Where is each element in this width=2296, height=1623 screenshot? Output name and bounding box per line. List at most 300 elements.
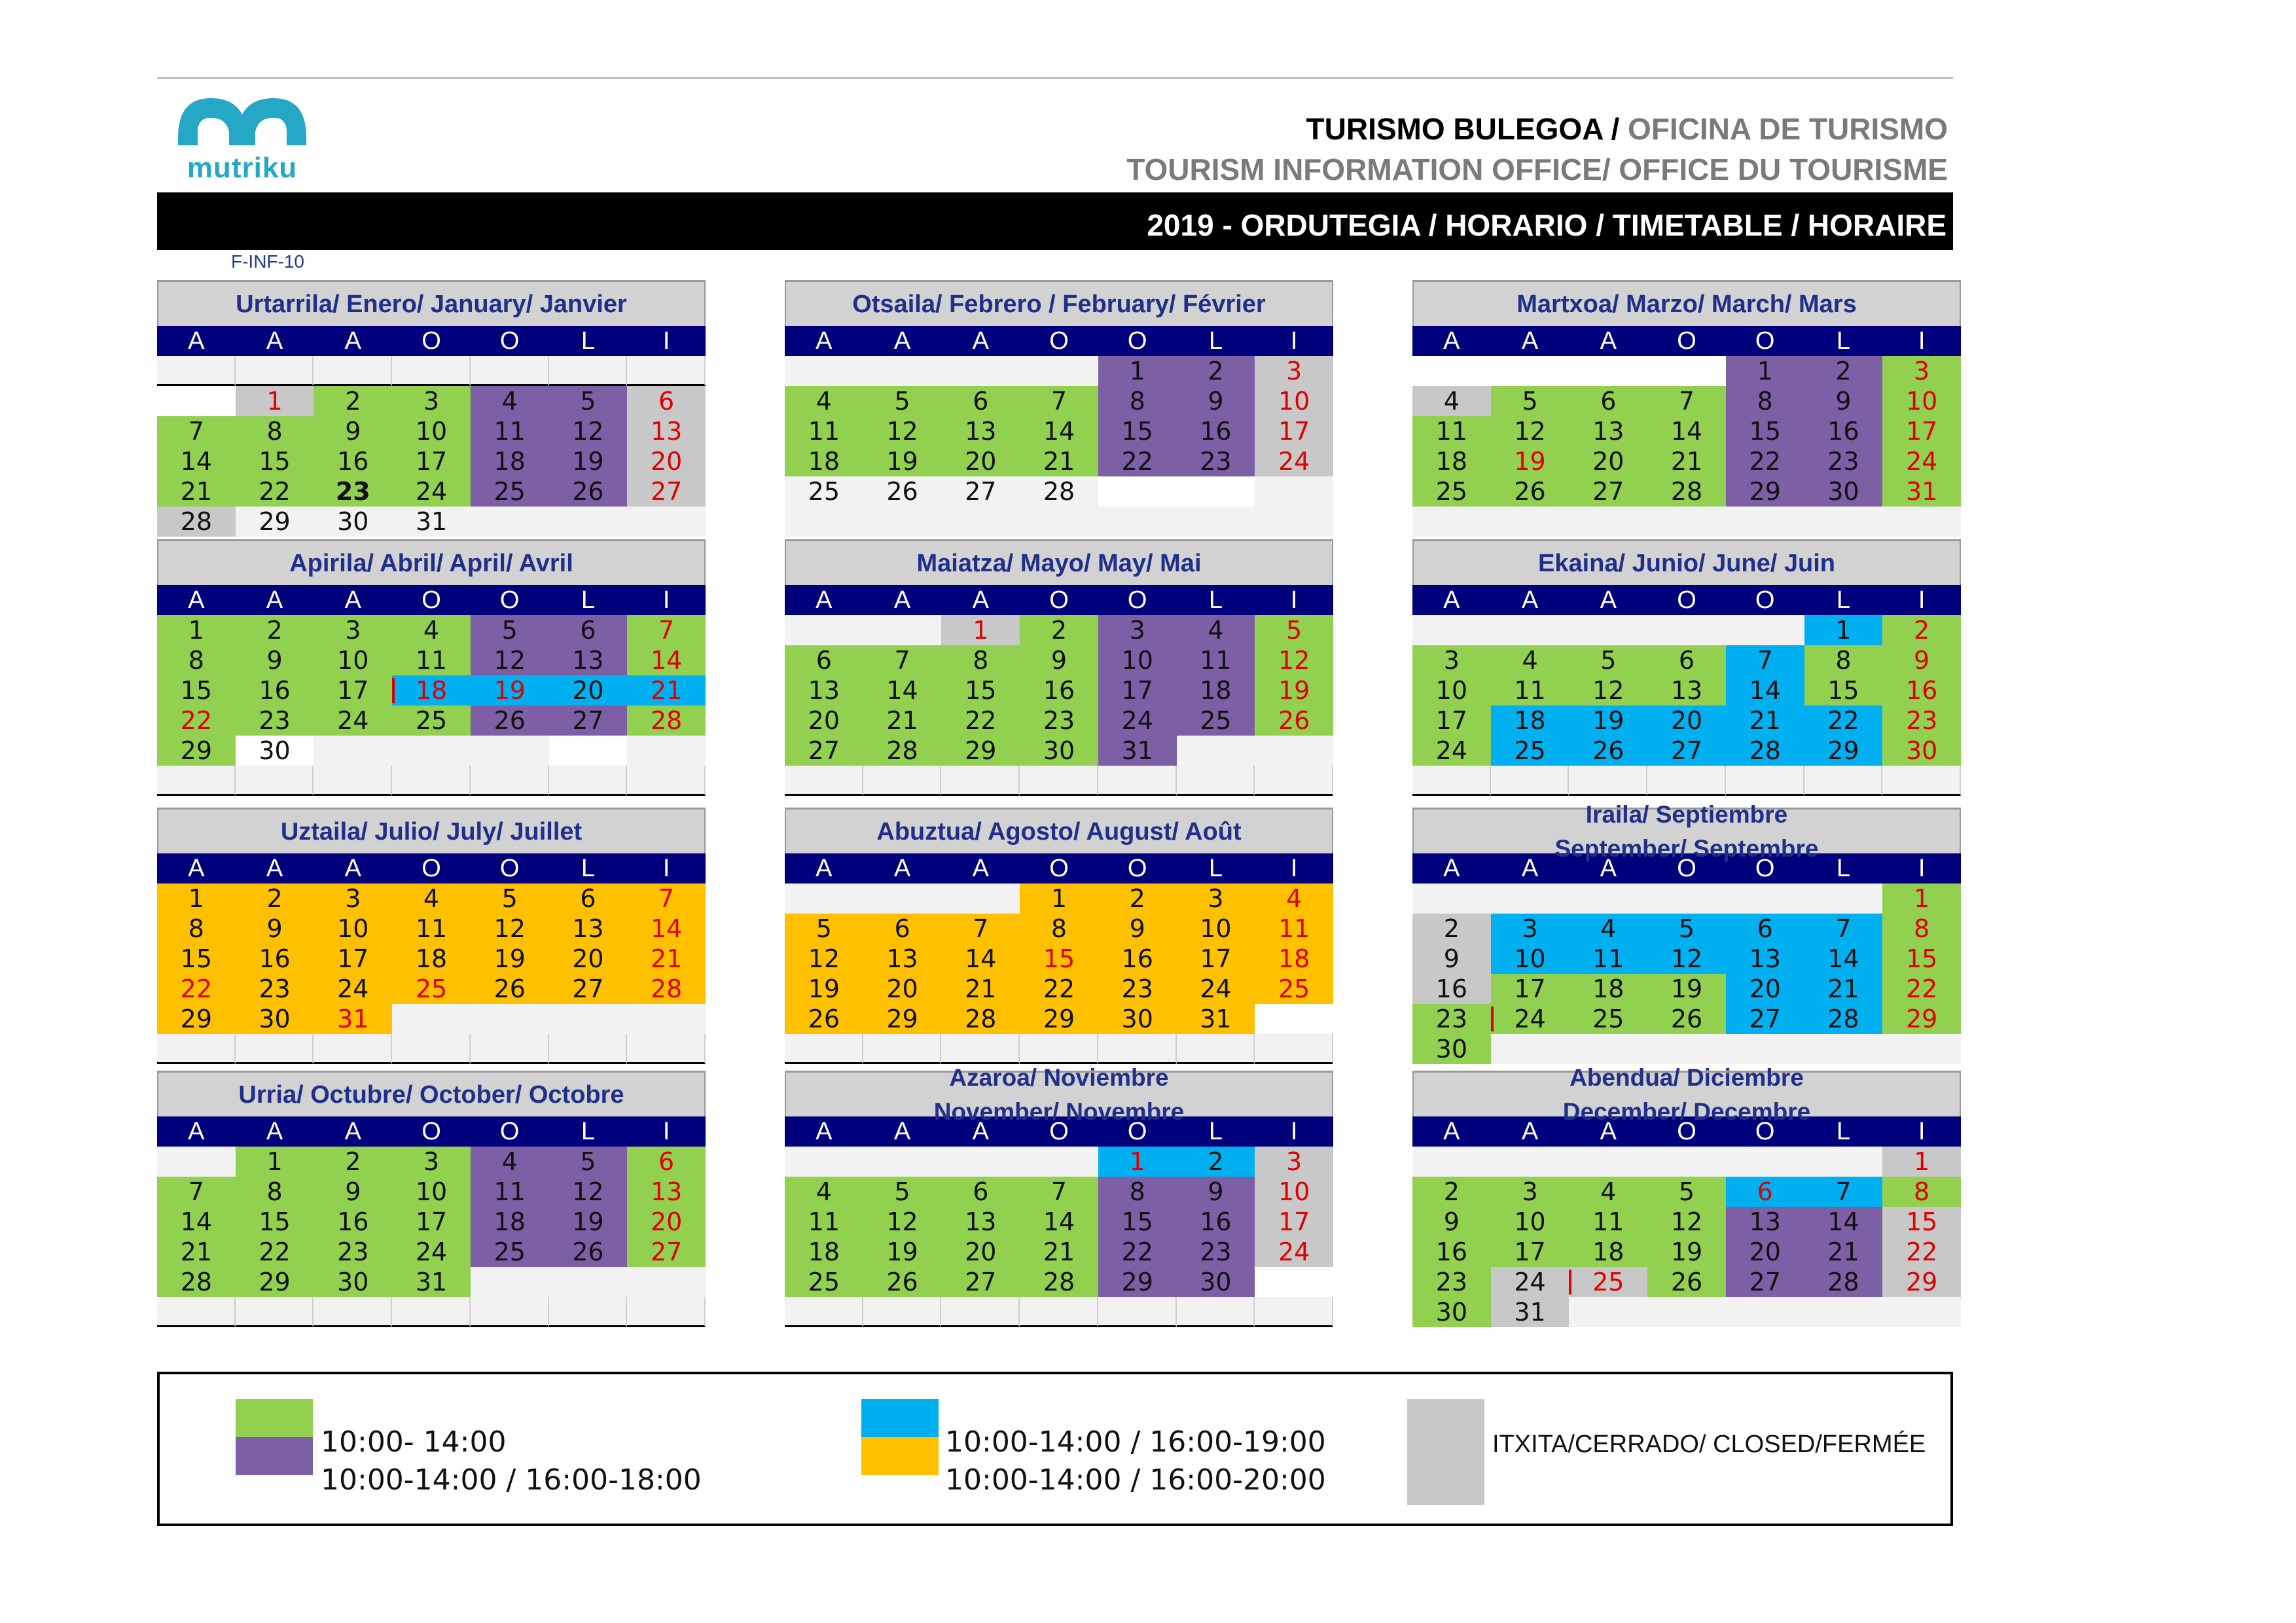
empty-cell: [1726, 1297, 1804, 1327]
day-cell: 29: [1726, 476, 1804, 507]
day-cell: 7: [1647, 386, 1726, 416]
day-grid: [785, 615, 1333, 796]
day-cell: 27: [627, 1237, 706, 1267]
day-cell: 15: [1882, 1207, 1961, 1237]
empty-cell: [627, 1297, 706, 1327]
empty-cell: [627, 1034, 706, 1064]
empty-cell: [314, 736, 392, 766]
day-cell: 20: [941, 1237, 1020, 1267]
day-cell: 17: [392, 446, 471, 476]
day-cell: 24: [1255, 1237, 1333, 1267]
day-cell: 10: [1255, 386, 1333, 416]
day-cell: 24: [1255, 446, 1333, 476]
day-cell: 18: [1569, 974, 1647, 1004]
empty-cell: [1491, 1147, 1570, 1177]
day-cell: 3: [314, 615, 392, 645]
day-cell: 15: [941, 675, 1020, 705]
day-cell: 4: [1255, 883, 1333, 914]
day-cell: 22: [941, 705, 1020, 736]
day-cell: 25: [471, 1237, 549, 1267]
day-cell: 17: [1177, 944, 1255, 974]
day-cell: 29: [1882, 1004, 1961, 1034]
day-cell: 21: [1804, 1237, 1883, 1267]
day-cell: 28: [1804, 1004, 1883, 1034]
day-cell: 17: [314, 944, 392, 974]
day-cell: 5: [1647, 1177, 1726, 1207]
empty-cell: [1491, 356, 1570, 386]
empty-cell: [1726, 615, 1804, 645]
day-cell: 21: [941, 974, 1020, 1004]
empty-cell: [941, 883, 1020, 914]
day-cell: 16: [1177, 1207, 1255, 1237]
month-title: [785, 539, 1333, 585]
month-title: [785, 808, 1333, 853]
day-cell: 12: [549, 1177, 628, 1207]
empty-cell: [1412, 1147, 1491, 1177]
day-cell: 19: [863, 1237, 942, 1267]
day-cell: 29: [157, 1004, 236, 1034]
weekday-label: L: [1836, 855, 1850, 882]
day-cell: 27: [1569, 476, 1647, 507]
day-cell: 20: [785, 705, 863, 736]
day-cell: 15: [1020, 944, 1098, 974]
day-cell: 21: [1647, 446, 1726, 476]
day-cell: 13: [785, 675, 863, 705]
day-cell: 4: [392, 615, 471, 645]
empty-cell: [627, 507, 706, 537]
day-cell: 4: [392, 883, 471, 914]
day-cell: 4: [471, 386, 549, 416]
day-cell: 3: [392, 1147, 471, 1177]
day-cell: 6: [863, 914, 942, 944]
weekday-label: A: [893, 1118, 911, 1145]
day-cell: 2: [236, 883, 314, 914]
day-cell: 16: [1412, 974, 1491, 1004]
empty-cell: [157, 386, 236, 416]
day-cell: 20: [1726, 974, 1804, 1004]
weekday-label: A: [188, 855, 205, 882]
day-cell: 21: [1020, 1237, 1098, 1267]
day-cell: 24: [1882, 446, 1961, 476]
day-cell: 8: [1882, 914, 1961, 944]
empty-cell: [863, 766, 942, 796]
day-cell: 23: [1020, 705, 1098, 736]
day-cell: 27: [1726, 1004, 1804, 1034]
day-cell: 9: [1098, 914, 1177, 944]
day-cell: 12: [785, 944, 863, 974]
day-cell: 1: [941, 615, 1020, 645]
day-cell: 2: [1882, 615, 1961, 645]
day-cell: 3: [392, 386, 471, 416]
day-cell: 4: [1569, 914, 1647, 944]
day-cell: 7: [627, 615, 706, 645]
day-cell: 1: [1020, 883, 1098, 914]
weekday-label: A: [344, 1118, 361, 1145]
day-cell: 22: [1882, 974, 1961, 1004]
month-title: [157, 1071, 706, 1116]
day-cell: 17: [1255, 416, 1333, 446]
day-cell: 11: [785, 1207, 863, 1237]
day-cell: 9: [1882, 645, 1961, 675]
weekday-label: I: [1290, 327, 1298, 355]
weekday-label: L: [581, 855, 595, 882]
day-cell: 8: [157, 914, 236, 944]
empty-cell: [1647, 1147, 1726, 1177]
day-cell: 30: [1177, 1267, 1255, 1297]
day-cell: 3: [314, 883, 392, 914]
empty-cell: [1491, 883, 1570, 914]
day-cell: 16: [1804, 416, 1883, 446]
day-cell: 14: [627, 914, 706, 944]
day-grid: [157, 883, 706, 1064]
month-title-line: Ekaina/ Junio/ June/ Juin: [1538, 549, 1835, 577]
weekday-header: [157, 585, 706, 615]
day-cell: 20: [627, 446, 706, 476]
empty-cell: [471, 356, 549, 386]
empty-cell: [1098, 1297, 1177, 1327]
day-cell: 27: [549, 974, 628, 1004]
month-title-line: Otsaila/ Febrero / February/ Février: [852, 290, 1266, 318]
day-cell: 1: [1098, 1147, 1177, 1177]
empty-cell: [941, 1297, 1020, 1327]
weekday-label: O: [1049, 1118, 1069, 1145]
day-cell: 22: [1098, 446, 1177, 476]
empty-cell: [549, 766, 628, 796]
day-cell: 24: [1098, 705, 1177, 736]
day-cell: 6: [941, 386, 1020, 416]
day-cell: 26: [863, 476, 942, 507]
weekday-label: O: [499, 855, 520, 882]
day-cell: 28: [1647, 476, 1726, 507]
empty-cell: [1491, 766, 1570, 796]
day-cell: 21: [863, 705, 942, 736]
empty-cell: [549, 507, 628, 537]
day-cell: 10: [314, 645, 392, 675]
month-10: [157, 1071, 706, 1327]
day-cell: 20: [549, 944, 628, 974]
day-cell: 6: [785, 645, 863, 675]
day-cell: 25: [471, 476, 549, 507]
day-cell: 4: [1412, 386, 1491, 416]
day-cell: 14: [1647, 416, 1726, 446]
weekday-label: A: [266, 586, 283, 614]
day-cell: 14: [627, 645, 706, 675]
day-cell: 26: [549, 476, 628, 507]
month-title: [785, 280, 1333, 326]
empty-cell: [863, 1147, 942, 1177]
weekday-label: A: [972, 855, 989, 882]
weekday-label: A: [188, 586, 205, 614]
empty-cell: [1255, 1034, 1333, 1064]
empty-cell: [471, 1034, 549, 1064]
empty-cell: [314, 1297, 392, 1327]
day-cell: 30: [236, 1004, 314, 1034]
weekday-label: A: [816, 327, 833, 355]
day-cell: 10: [392, 416, 471, 446]
empty-cell: [1020, 766, 1098, 796]
day-cell: 31: [392, 1267, 471, 1297]
empty-cell: [1255, 476, 1333, 507]
month-title-line: December/ Decembre: [1562, 1097, 1811, 1125]
day-cell: 23: [1098, 974, 1177, 1004]
day-cell: 16: [1098, 944, 1177, 974]
day-cell: 1: [236, 386, 314, 416]
day-cell: 14: [1804, 944, 1883, 974]
weekday-label: A: [972, 586, 989, 614]
day-cell: 7: [1020, 386, 1098, 416]
day-cell: 23: [236, 705, 314, 736]
day-cell: 29: [1882, 1267, 1961, 1297]
weekday-header: [785, 1116, 1333, 1147]
weekday-label: A: [1443, 586, 1460, 614]
day-cell: 15: [1804, 675, 1883, 705]
day-cell: 20: [627, 1207, 706, 1237]
weekday-header: [1412, 326, 1961, 356]
day-cell: 16: [236, 675, 314, 705]
empty-cell: [1491, 507, 1570, 537]
day-cell: 9: [236, 914, 314, 944]
empty-cell: [1647, 1034, 1726, 1064]
document-code: F-INF-10: [231, 251, 304, 272]
day-cell: 28: [1726, 736, 1804, 766]
weekday-header: [1412, 585, 1961, 615]
day-cell: 17: [1491, 974, 1570, 1004]
day-cell: 23: [1412, 1267, 1491, 1297]
day-cell: 9: [314, 416, 392, 446]
day-cell: 18: [1491, 705, 1570, 736]
day-cell: 8: [941, 645, 1020, 675]
day-cell: 11: [1412, 416, 1491, 446]
month-8: [785, 808, 1333, 1064]
empty-cell: [1255, 766, 1333, 796]
empty-cell: [1098, 1034, 1177, 1064]
day-cell: 14: [157, 1207, 236, 1237]
weekday-header: [785, 326, 1333, 356]
empty-cell: [1882, 507, 1961, 537]
logo-wordmark: mutriku: [187, 152, 298, 184]
day-cell: 22: [1804, 705, 1883, 736]
weekday-label: O: [1127, 855, 1147, 882]
day-cell: 4: [785, 386, 863, 416]
empty-cell: [236, 766, 314, 796]
day-cell: 6: [1726, 914, 1804, 944]
day-cell: 8: [1020, 914, 1098, 944]
month-title: [1412, 1063, 1961, 1125]
day-cell: 5: [471, 615, 549, 645]
day-cell: 14: [157, 446, 236, 476]
empty-cell: [236, 356, 314, 386]
empty-cell: [1882, 1034, 1961, 1064]
empty-cell: [785, 507, 863, 537]
empty-cell: [1098, 507, 1177, 537]
day-cell: 15: [1726, 416, 1804, 446]
month-title-line: Azaroa/ Noviembre: [949, 1063, 1169, 1091]
empty-cell: [1804, 507, 1883, 537]
day-cell: 4: [471, 1147, 549, 1177]
weekday-label: L: [581, 1118, 595, 1145]
day-cell: 3: [1412, 645, 1491, 675]
day-cell: 30: [1804, 476, 1883, 507]
day-cell: 17: [314, 675, 392, 705]
day-cell: 21: [627, 944, 706, 974]
day-cell: 20: [1726, 1237, 1804, 1267]
day-cell: 30: [1098, 1004, 1177, 1034]
day-cell: 30: [314, 507, 392, 537]
day-cell: 3: [1491, 1177, 1570, 1207]
day-cell: 28: [863, 736, 942, 766]
day-cell: 28: [1020, 1267, 1098, 1297]
weekday-label: A: [1600, 855, 1617, 882]
day-cell: 2: [1804, 356, 1883, 386]
day-cell: 5: [549, 1147, 628, 1177]
day-cell: 6: [1647, 645, 1726, 675]
weekday-label: I: [1918, 586, 1926, 614]
empty-cell: [1569, 1147, 1647, 1177]
day-cell: 10: [1491, 1207, 1570, 1237]
weekday-label: A: [266, 855, 283, 882]
day-cell: 5: [863, 386, 942, 416]
month-9: [1412, 800, 1961, 1064]
empty-cell: [785, 1147, 863, 1177]
day-cell: 3: [1882, 356, 1961, 386]
day-cell: 16: [1882, 675, 1961, 705]
empty-cell: [1647, 883, 1726, 914]
empty-cell: [314, 766, 392, 796]
day-cell: 14: [1804, 1207, 1883, 1237]
empty-cell: [1412, 883, 1491, 914]
empty-cell: [1647, 507, 1726, 537]
month-title-line: Iraila/ Septiembre: [1585, 800, 1788, 828]
day-cell: 12: [863, 1207, 942, 1237]
legend-swatch-green: [236, 1399, 313, 1437]
day-cell: 9: [1020, 645, 1098, 675]
empty-cell: [627, 1267, 706, 1297]
day-cell: 19: [471, 675, 549, 705]
day-cell: 10: [1412, 675, 1491, 705]
day-cell: 11: [392, 914, 471, 944]
day-cell: 13: [941, 1207, 1020, 1237]
day-cell: 15: [236, 446, 314, 476]
day-cell: 18: [785, 446, 863, 476]
day-cell: 2: [236, 615, 314, 645]
weekday-label: O: [1677, 586, 1696, 614]
weekday-label: A: [816, 1118, 833, 1145]
day-cell: 19: [549, 1207, 628, 1237]
day-cell: 30: [314, 1267, 392, 1297]
weekday-header: [157, 853, 706, 883]
month-5: [785, 539, 1333, 796]
day-cell: 21: [1804, 974, 1883, 1004]
empty-cell: [785, 766, 863, 796]
office-name-line: [1306, 111, 1948, 147]
day-cell: 15: [1882, 944, 1961, 974]
day-cell: 9: [1412, 1207, 1491, 1237]
day-cell: 9: [1804, 386, 1883, 416]
empty-cell: [1177, 1034, 1255, 1064]
weekday-label: A: [344, 855, 361, 882]
day-cell: 5: [1255, 615, 1333, 645]
day-cell: 12: [1647, 944, 1726, 974]
day-cell: 7: [157, 416, 236, 446]
day-cell: 24: [1177, 974, 1255, 1004]
day-cell: 2: [1020, 615, 1098, 645]
month-title: [1412, 280, 1961, 326]
day-cell: 6: [1726, 1177, 1804, 1207]
day-cell: 7: [157, 1177, 236, 1207]
day-cell: 10: [314, 914, 392, 944]
day-cell: 26: [1647, 1004, 1726, 1034]
empty-cell: [1726, 507, 1804, 537]
day-cell: 14: [1726, 675, 1804, 705]
day-cell: 19: [1647, 1237, 1726, 1267]
empty-cell: [1020, 1147, 1098, 1177]
empty-cell: [941, 507, 1020, 537]
weekday-label: I: [662, 327, 670, 355]
empty-cell: [1491, 1034, 1570, 1064]
empty-cell: [941, 766, 1020, 796]
weekday-label: A: [1600, 1118, 1617, 1145]
day-cell: 3: [1255, 1147, 1333, 1177]
day-cell: 10: [392, 1177, 471, 1207]
legend-box: [157, 1372, 1953, 1526]
day-grid: [785, 883, 1333, 1064]
day-cell: 29: [941, 736, 1020, 766]
day-cell: 22: [157, 705, 236, 736]
weekday-label: O: [1049, 855, 1069, 882]
day-cell: 3: [1177, 883, 1255, 914]
day-cell: 26: [785, 1004, 863, 1034]
day-cell: 14: [941, 944, 1020, 974]
day-cell: 3: [1255, 356, 1333, 386]
day-cell: 13: [549, 645, 628, 675]
day-cell: 13: [1726, 944, 1804, 974]
month-title-line: September/ Septembre: [1554, 834, 1819, 862]
weekday-label: L: [1208, 586, 1223, 614]
empty-cell: [1177, 507, 1255, 537]
weekday-header: [157, 326, 706, 356]
day-cell: 26: [471, 705, 549, 736]
day-cell: 30: [1412, 1034, 1491, 1064]
day-cell: 28: [941, 1004, 1020, 1034]
weekday-label: O: [1049, 586, 1069, 614]
day-cell: 31: [1177, 1004, 1255, 1034]
weekday-label: O: [1677, 855, 1696, 882]
day-cell: 19: [863, 446, 942, 476]
day-cell: 2: [1412, 1177, 1491, 1207]
day-cell: 5: [1491, 386, 1570, 416]
day-grid: [1412, 883, 1961, 1064]
day-cell: 13: [627, 1177, 706, 1207]
day-cell: 2: [314, 386, 392, 416]
day-cell: 8: [236, 416, 314, 446]
empty-cell: [627, 1004, 706, 1034]
weekday-label: A: [1600, 586, 1617, 614]
day-cell: 29: [157, 736, 236, 766]
day-cell: 1: [1726, 356, 1804, 386]
day-cell: 22: [1726, 446, 1804, 476]
day-cell: 7: [941, 914, 1020, 944]
day-cell: 25: [785, 476, 863, 507]
weekday-label: A: [266, 327, 283, 355]
empty-cell: [863, 356, 942, 386]
empty-cell: [863, 1034, 942, 1064]
day-cell: 28: [627, 974, 706, 1004]
empty-cell: [1255, 736, 1333, 766]
legend-swatch-blue: [861, 1399, 939, 1437]
day-cell: 17: [1255, 1207, 1333, 1237]
day-cell: 10: [1098, 645, 1177, 675]
empty-cell: [549, 1267, 628, 1297]
